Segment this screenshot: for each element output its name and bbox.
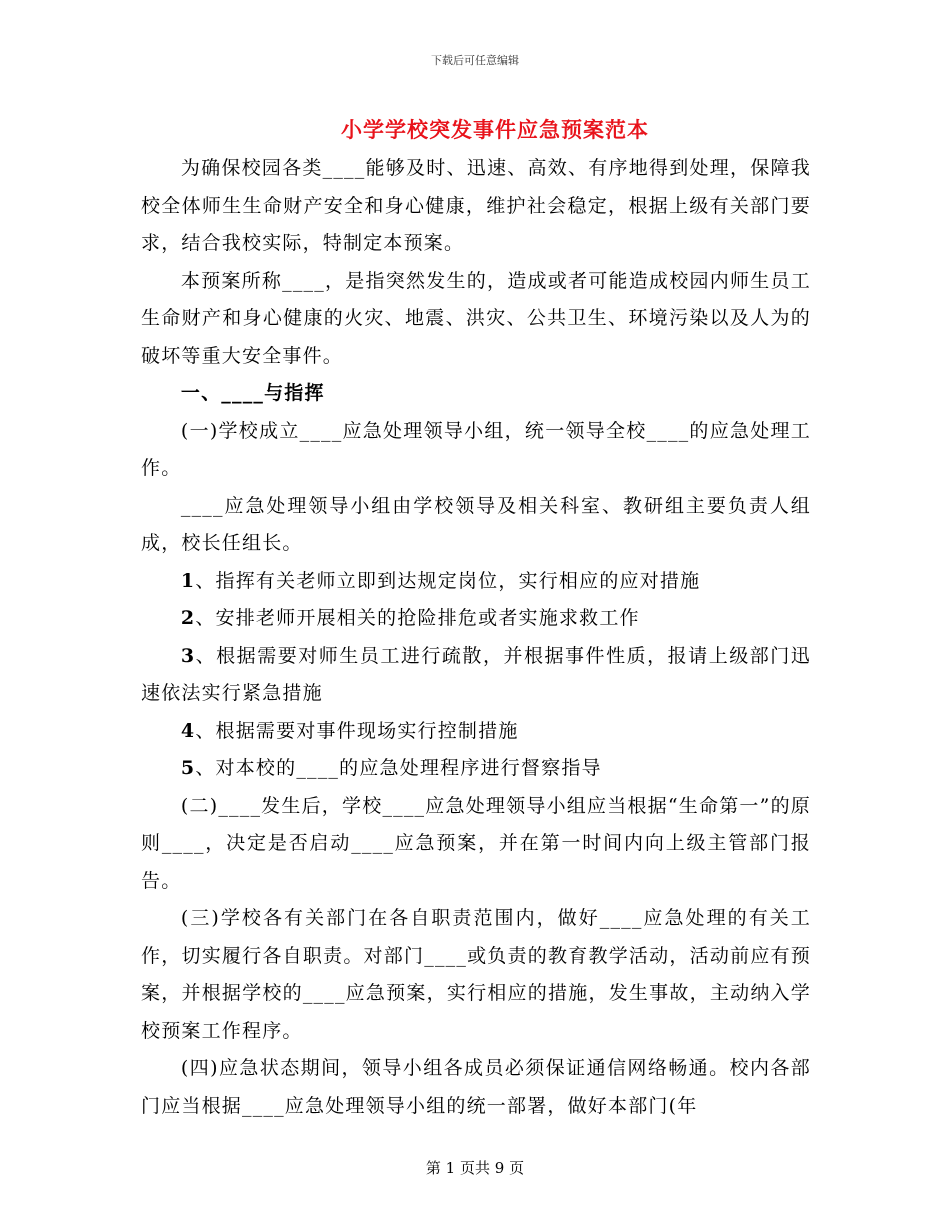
list-item	[141, 713, 811, 751]
page-header: 下载后可任意编辑	[431, 54, 519, 67]
paragraph-clause-1-detail: ____应急处理领导小组由学校领导及相关科室、教研组主要负责人组成，校长任组长。	[141, 494, 811, 554]
paragraph-clause-4: (四)应急状态期间，领导小组各成员必须保证通信网络畅通。校内各部门应当根据____应急处理领导小组的统一部署，做好本部门(年	[141, 1057, 811, 1117]
list-item-text: 、根据需要对师生员工进行疏散，并根据事件性质，报请上级部门迅速依法实行紧急措施	[141, 644, 811, 704]
section-heading: 一、____与指挥	[180, 382, 325, 404]
list-item-number: 4	[180, 719, 196, 742]
paragraph-purpose: 为确保校园各类____能够及时、迅速、高效、有序地得到处理，保障我校全体师生生命财产安全和身心健康，维护社会稳定，根据上级有关部门要求，结合我校实际，特制定本预案。	[141, 157, 811, 254]
paragraph-clause-2: (二)____发生后，学校____应急处理领导小组应当根据“生命第一”的原则____，决定是否启动____应急预案，并在第一时间内向上级主管部门报告。	[141, 794, 811, 892]
list-item	[141, 563, 811, 601]
page-footer: 第 1 页共 9 页	[425, 1159, 525, 1177]
paragraph-clause-1: (一)学校成立____应急处理领导小组，统一领导全校____的应急处理工作。	[141, 419, 811, 479]
list-item	[141, 638, 811, 713]
document-title-text: 小学学校突发事件应急预案范本	[341, 117, 649, 142]
paragraph-clause-3: (三)学校各有关部门在各自职责范围内，做好____应急处理的有关工作，切实履行各自职责。对部门____或负责的教育教学活动，活动前应有预案，并根据学校的____应急预案，实行相应的措施，发生事故，主动纳入学校预案工作程序。	[141, 907, 811, 1042]
list-item-text: 、安排老师开展相关的抢险排危或者实施求救工作	[195, 607, 640, 629]
list-item-number: 1	[180, 569, 196, 592]
list-item-text: 、根据需要对事件现场实行控制措施	[195, 719, 519, 742]
list-item	[141, 750, 811, 788]
list-item-number: 5	[180, 757, 196, 779]
document-body	[141, 150, 811, 1125]
list-item-text: 、对本校的____的应急处理程序进行督察指导	[195, 757, 602, 779]
list-item	[141, 600, 811, 638]
paragraph-definition: 本预案所称____，是指突然发生的，造成或者可能造成校园内师生员工生命财产和身心健康的火灾、地震、洪灾、公共卫生、环境污染以及人为的破坏等重大安全事件。	[141, 269, 811, 367]
list-item-number: 3	[180, 644, 196, 667]
list-item-number: 2	[180, 607, 196, 629]
list-item-text: 、指挥有关老师立即到达规定岗位，实行相应的应对措施	[195, 569, 701, 592]
document-title	[0, 114, 950, 144]
